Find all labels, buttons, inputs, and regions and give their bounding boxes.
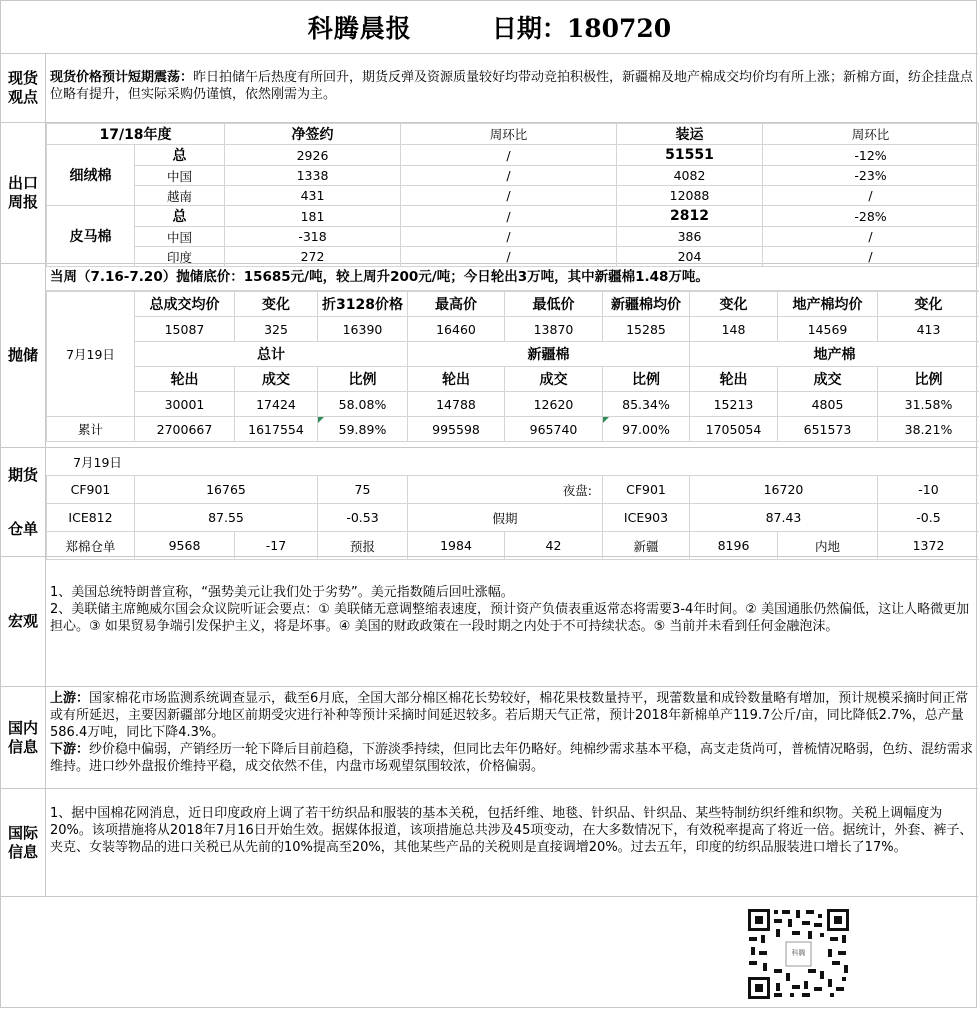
storage-summary: 当周（7.16-7.20）抛储底价：15685元/吨，较上周升200元/吨；今日轮出3万吨，其中新疆棉1.48万吨。 <box>46 264 978 291</box>
storage-header-cell: 比例 <box>603 367 690 392</box>
storage-cell: 15087 <box>135 317 235 342</box>
upstream-text: 国家棉花市场监测系统调查显示，截至6月底，全国大部分棉区棉花长势较好，棉花果枝数量持平，现蕾数量和成铃数量略有增加，预计规模采摘时间正常或有所延迟，主要因新疆部分地区前期受灾进行补种等预计采摘时间延迟较多。若后期天气正常，预计2018年新棉单产119.7公斤/亩，同比降低2.7%，总产量586.4万吨，同比下降4.3%。 <box>50 691 969 740</box>
storage-header-cell: 变化 <box>878 292 979 317</box>
futures-row-ice <box>47 504 979 532</box>
storage-price-row <box>47 317 979 342</box>
export-cell: / <box>401 166 617 186</box>
international-text: 1、据中国棉花网消息，近日印度政府上调了若干纺织品和服装的基本关税，包括纤维、地毯、针织品、针织品、某些特制纺织纤维和织物。关税上调幅度为20%。该项措施将从2018年7月16日开始生效。据媒体报道，该项措施总共涉及45项变动，在大多数情况下，有效税率提高了将近一倍。据统计，外套、裤子、夹克、女装等物品的进口关税已从先前的10%提高至20%，其他某些产品的关税则是直接调增20%。过去五年，印度的纺织品服装进口增长了17%。 <box>50 806 973 855</box>
storage-cell: 148 <box>690 317 778 342</box>
international-label-text: 国际信息 <box>7 823 38 861</box>
futures-date-row <box>47 448 979 476</box>
futures-label-text: 期货 <box>7 465 38 484</box>
storage-header-cell: 最低价 <box>505 292 603 317</box>
domestic-label <box>1 687 46 788</box>
upstream-label: 上游： <box>50 691 90 706</box>
export-label-text: 出口周报 <box>7 174 38 211</box>
futures-cell: 16720 <box>690 476 878 504</box>
export-cell: 总 <box>135 206 225 227</box>
warehouse-cell: 郑棉仓单 <box>47 532 135 560</box>
warehouse-label-text: 仓单 <box>7 519 38 538</box>
storage-group-local: 地产棉 <box>690 342 979 367</box>
export-cell: 386 <box>617 227 763 247</box>
futures-cell: 87.43 <box>690 504 878 532</box>
domestic-text <box>46 687 978 775</box>
downstream-label: 下游： <box>50 742 90 757</box>
storage-cell: 651573 <box>778 417 878 442</box>
storage-cell: 2700667 <box>135 417 235 442</box>
storage-label <box>1 264 46 447</box>
table-row <box>47 186 979 206</box>
storage-price-header-row <box>47 292 979 317</box>
futures-date: 7月19日 <box>73 454 122 470</box>
export-cell: / <box>401 227 617 247</box>
export-cell: / <box>763 227 979 247</box>
export-cell: 2926 <box>225 145 401 166</box>
storage-cell: 15213 <box>690 392 778 417</box>
export-cell: 越南 <box>135 186 225 206</box>
storage-header-cell: 新疆棉均价 <box>603 292 690 317</box>
export-cell: 4082 <box>617 166 763 186</box>
warehouse-cell: 预报 <box>318 532 408 560</box>
downstream-text: 纱价稳中偏弱，产销经历一轮下降后目前趋稳，下游淡季持续，但同比去年仍略好。纯棉纱需求基本平稳，高支走货尚可，普梳情况略弱，色纺、混纺需求维持。进口纱外盘报价维持平稳，成交依然不佳，内盘市场观望氛围较浓，价格偏弱。 <box>50 742 974 774</box>
storage-cell: 13870 <box>505 317 603 342</box>
storage-cell: 995598 <box>408 417 505 442</box>
report-title <box>1 1 978 54</box>
spot-label <box>1 53 46 122</box>
futures-holiday-label: 假期 <box>408 504 603 532</box>
storage-cell: 16390 <box>318 317 408 342</box>
export-cell: / <box>401 186 617 206</box>
futures-cell: ICE903 <box>603 504 690 532</box>
storage-vol-header-row <box>47 367 979 392</box>
warehouse-cell: 1984 <box>408 532 505 560</box>
storage-cell: 97.00% <box>603 417 690 442</box>
futures-night-label: 夜盘: <box>408 476 603 504</box>
storage-cell: 14569 <box>778 317 878 342</box>
warehouse-cell: 9568 <box>135 532 235 560</box>
futures-cell: -10 <box>878 476 979 504</box>
export-cell: -28% <box>763 206 979 227</box>
storage-section <box>1 264 978 448</box>
futures-cell: -0.5 <box>878 504 979 532</box>
export-cell: 中国 <box>135 166 225 186</box>
export-cell: 51551 <box>617 145 763 166</box>
futures-cell: -0.53 <box>318 504 408 532</box>
futures-cell: 16765 <box>135 476 318 504</box>
export-cell: / <box>401 145 617 166</box>
domestic-downstream <box>50 741 974 775</box>
storage-cell: 17424 <box>235 392 318 417</box>
storage-daily-row <box>47 392 979 417</box>
storage-cell: 58.08% <box>318 392 408 417</box>
warehouse-cell: 42 <box>505 532 603 560</box>
storage-cell: 4805 <box>778 392 878 417</box>
export-cell: / <box>763 186 979 206</box>
export-header-ship: 装运 <box>617 124 763 145</box>
storage-label-text: 抛储 <box>7 346 38 364</box>
export-section <box>1 123 978 264</box>
spot-text <box>46 53 978 103</box>
storage-header-cell: 地产棉均价 <box>778 292 878 317</box>
warehouse-cell: 1372 <box>878 532 979 560</box>
macro-label <box>1 557 46 686</box>
export-cell: 印度 <box>135 247 225 267</box>
storage-cell: 59.89% <box>318 417 408 442</box>
export-header-wow2: 周环比 <box>763 124 979 145</box>
storage-header-cell: 最高价 <box>408 292 505 317</box>
spot-section <box>1 53 978 123</box>
futures-cell: 75 <box>318 476 408 504</box>
export-cell: 2812 <box>617 206 763 227</box>
storage-table <box>46 291 979 442</box>
futures-cell: ICE812 <box>47 504 135 532</box>
table-row <box>47 145 979 166</box>
storage-cell: 15285 <box>603 317 690 342</box>
storage-group-xinjiang: 新疆棉 <box>408 342 690 367</box>
domestic-upstream <box>50 690 974 741</box>
report-date: 日期：180720 <box>491 14 672 43</box>
export-header-net: 净签约 <box>225 124 401 145</box>
futures-section <box>1 448 978 557</box>
storage-header-cell: 成交 <box>235 367 318 392</box>
export-cell: 181 <box>225 206 401 227</box>
storage-date: 7月19日 <box>47 292 135 417</box>
warehouse-cell: -17 <box>235 532 318 560</box>
export-cell: 431 <box>225 186 401 206</box>
storage-cumulative-row <box>47 417 979 442</box>
storage-header-cell: 轮出 <box>408 367 505 392</box>
storage-header-cell: 轮出 <box>690 367 778 392</box>
storage-cell: 85.34% <box>603 392 690 417</box>
storage-cell: 31.58% <box>878 392 979 417</box>
storage-cell: 30001 <box>135 392 235 417</box>
macro-item-1: 1、美国总统特朗普宣称，“强势美元让我们处于劣势”。美元指数随后回吐涨幅。 <box>50 585 514 600</box>
storage-cell: 12620 <box>505 392 603 417</box>
storage-header-cell: 轮出 <box>135 367 235 392</box>
macro-label-text: 宏观 <box>7 612 38 630</box>
warehouse-cell: 8196 <box>690 532 778 560</box>
export-header-season: 17/18年度 <box>47 124 225 145</box>
brand-title: 科腾晨报 <box>307 14 412 43</box>
futures-table <box>46 448 979 560</box>
storage-header-cell: 折3128价格 <box>318 292 408 317</box>
storage-cell: 413 <box>878 317 979 342</box>
export-cell: / <box>401 247 617 267</box>
storage-cumulative-label: 累计 <box>47 417 135 442</box>
domestic-label-text: 国内信息 <box>7 718 38 756</box>
storage-header-cell: 总成交均价 <box>135 292 235 317</box>
table-row <box>47 227 979 247</box>
storage-header-cell: 变化 <box>235 292 318 317</box>
export-table <box>46 123 979 267</box>
storage-header-cell: 比例 <box>318 367 408 392</box>
warehouse-cell: 新疆 <box>603 532 690 560</box>
qr-code <box>746 907 851 1001</box>
warehouse-cell: 内地 <box>778 532 878 560</box>
macro-section <box>1 557 978 687</box>
storage-group-row <box>47 342 979 367</box>
international-label <box>1 789 46 896</box>
export-cell: -12% <box>763 145 979 166</box>
export-cell: 12088 <box>617 186 763 206</box>
export-cell: / <box>763 247 979 267</box>
storage-header-cell: 成交 <box>778 367 878 392</box>
futures-date-spacer <box>135 448 979 476</box>
export-header-row <box>47 124 979 145</box>
storage-header-cell: 成交 <box>505 367 603 392</box>
international-section <box>1 789 978 897</box>
export-group-upland: 细绒棉 <box>47 145 135 206</box>
export-cell: 总 <box>135 145 225 166</box>
futures-label <box>1 448 46 556</box>
spot-body: 昨日拍储午后热度有所回升，期货反弹及资源质量较好均带动竞拍积极性，新疆棉及地产棉成交均价均有所上涨；新棉方面，纺企挂盘点位略有提升，但实际采购仍谨慎，依然刚需为主。 <box>50 70 974 102</box>
domestic-section <box>1 687 978 789</box>
export-cell: 272 <box>225 247 401 267</box>
storage-cell: 965740 <box>505 417 603 442</box>
export-cell: / <box>401 206 617 227</box>
warehouse-row <box>47 532 979 560</box>
spot-label-text: 现货观点 <box>7 68 38 106</box>
export-cell: 204 <box>617 247 763 267</box>
export-cell: 中国 <box>135 227 225 247</box>
macro-item-2: 2、美联储主席鲍威尔国会众议院听证会要点：① 美联储无意调整缩表速度，预计资产负债表重返常态将需要3-4年时间。② 美国通胀仍然偏低，这让人略微更加担心。③ 如果贸易争端引发保护主义，将是坏事。④ 美国的财政政策在一段时期之内处于不可持续状态。⑤ 当前并未看到任何金融泡沫。 <box>50 602 970 634</box>
futures-cell: CF901 <box>47 476 135 504</box>
export-cell: -318 <box>225 227 401 247</box>
table-row <box>47 206 979 227</box>
storage-cell: 325 <box>235 317 318 342</box>
futures-cell: 87.55 <box>135 504 318 532</box>
export-label <box>1 123 46 263</box>
qr-logo-text: 科腾 <box>791 949 806 957</box>
storage-cell: 38.21% <box>878 417 979 442</box>
export-cell: 1338 <box>225 166 401 186</box>
table-row <box>47 166 979 186</box>
export-group-pima: 皮马棉 <box>47 206 135 267</box>
futures-cell: CF901 <box>603 476 690 504</box>
storage-header-cell: 比例 <box>878 367 979 392</box>
export-header-wow1: 周环比 <box>401 124 617 145</box>
futures-row-zce <box>47 476 979 504</box>
macro-text <box>46 557 978 635</box>
export-cell: -23% <box>763 166 979 186</box>
storage-cell: 1705054 <box>690 417 778 442</box>
storage-header-cell: 变化 <box>690 292 778 317</box>
spot-lead: 现货价格预计短期震荡： <box>50 70 194 85</box>
storage-cell: 14788 <box>408 392 505 417</box>
storage-cell: 16460 <box>408 317 505 342</box>
storage-group-total: 总计 <box>135 342 408 367</box>
storage-cell: 1617554 <box>235 417 318 442</box>
